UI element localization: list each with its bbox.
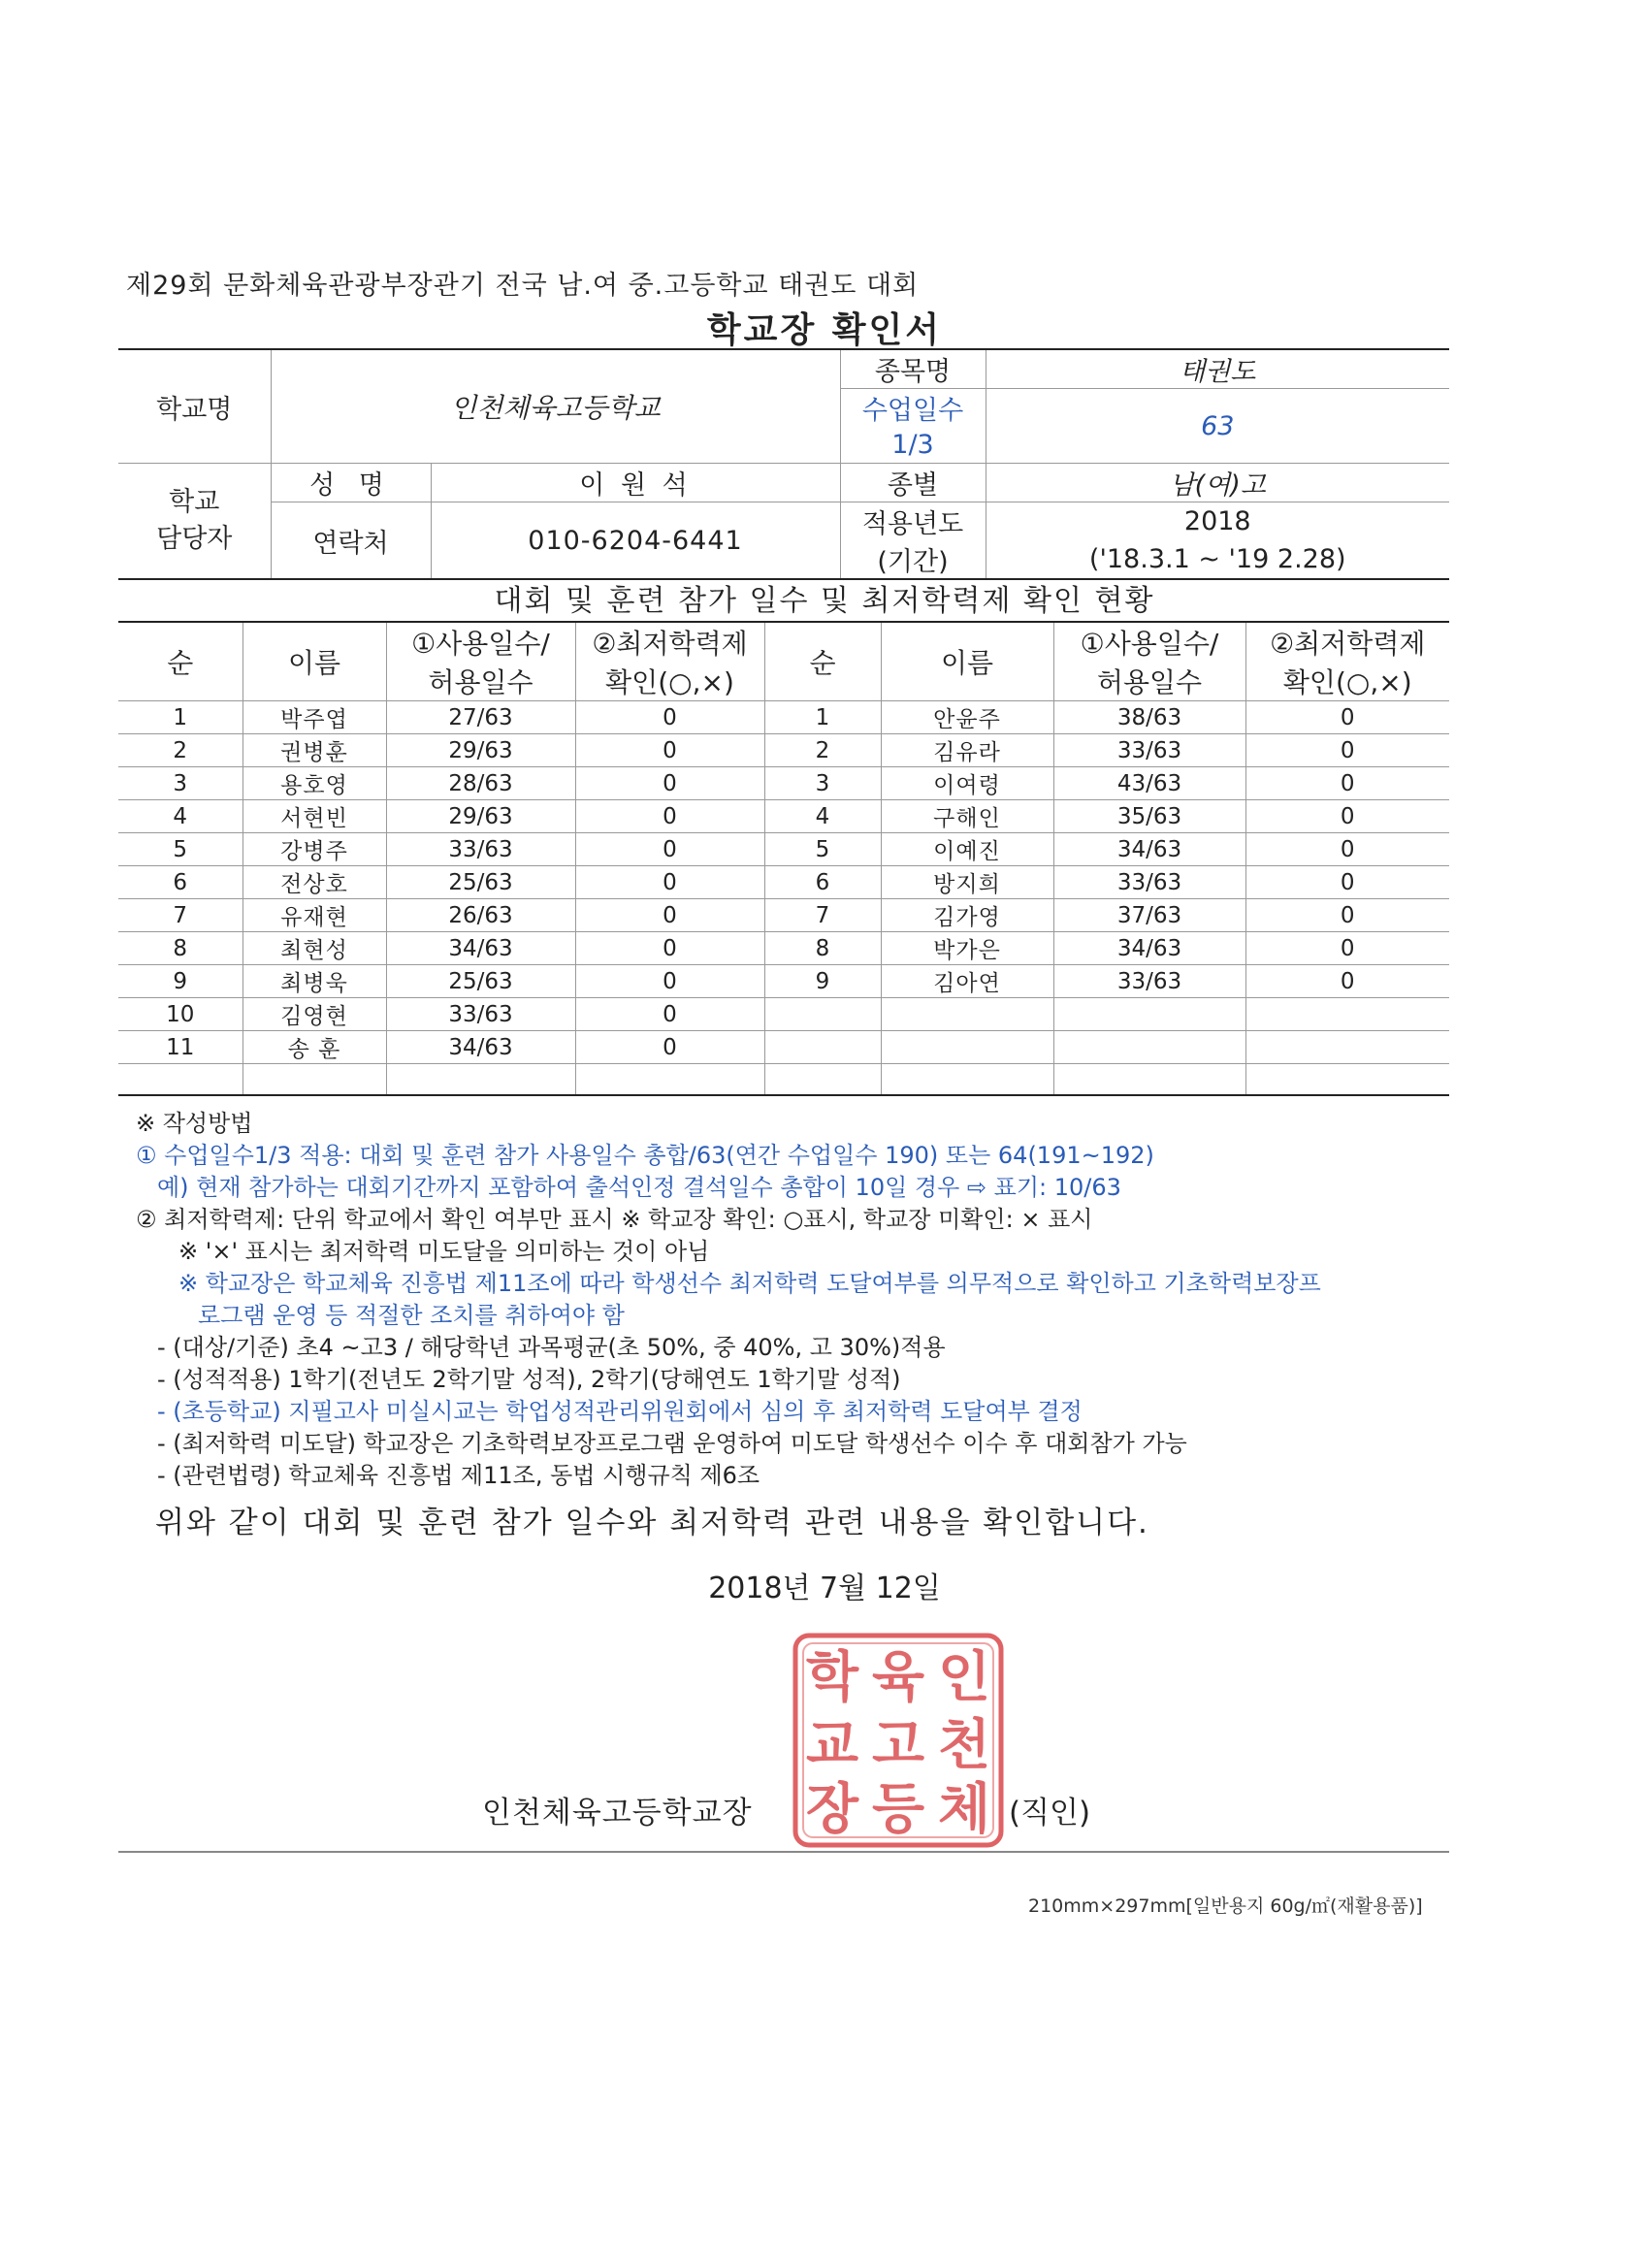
left-name-cell: 강병주 <box>242 833 386 866</box>
contact-label-line-2: 담당자 <box>156 524 233 554</box>
right-name-cell: 김아연 <box>881 965 1053 998</box>
roster-table <box>118 621 1449 1096</box>
note-line: ※ '×' 표시는 최저학력 미도달을 의미하는 것이 아님 <box>178 1238 710 1265</box>
left-check-cell: 0 <box>575 998 764 1031</box>
right-name-cell: 김유라 <box>881 734 1053 767</box>
left-no-cell: 11 <box>118 1031 242 1064</box>
right-days-cell: 38/63 <box>1053 701 1245 734</box>
header-days-left: ①사용일수/ <box>386 622 575 662</box>
left-no-cell: 5 <box>118 833 242 866</box>
table-row <box>118 833 1449 866</box>
official-seal <box>788 1628 1009 1853</box>
phone-value: 010-6204-6441 <box>431 502 840 580</box>
left-check-cell: 0 <box>575 800 764 833</box>
left-days-cell: 28/63 <box>386 767 575 800</box>
right-check-cell: 0 <box>1245 767 1449 800</box>
seal-glyph: 학 <box>805 1645 859 1709</box>
apply-year-label: 적용년도 <box>840 502 986 541</box>
left-name-cell: 전상호 <box>242 866 386 899</box>
left-check-cell: 0 <box>575 833 764 866</box>
category-value: 남(여)고 <box>986 464 1449 502</box>
note-line: ※ 학교장은 학교체육 진흥법 제11조에 따라 학생선수 최저학력 도달여부를 의무적으로 확인하고 기초학력보장프 <box>178 1270 1321 1297</box>
right-name-cell: 이여령 <box>881 767 1053 800</box>
table-row <box>118 965 1449 998</box>
event-type-value: 태권도 <box>986 349 1449 389</box>
table-row <box>118 866 1449 899</box>
left-name-cell: 서현빈 <box>242 800 386 833</box>
header-no-left: 순 <box>118 622 242 701</box>
left-days-cell <box>386 1064 575 1096</box>
phone-label: 연락처 <box>271 502 431 580</box>
section-title: 대회 및 훈련 참가 일수 및 최저학력제 확인 현황 <box>494 584 1155 618</box>
school-days-value: 63 <box>986 389 1449 464</box>
signature-date: 2018년 7월 12일 <box>708 1571 941 1605</box>
left-name-cell: 박주엽 <box>242 701 386 734</box>
note-line: ※ 작성방법 <box>136 1110 253 1137</box>
left-check-cell <box>575 1064 764 1096</box>
contact-label-line-1: 학교 <box>169 487 220 517</box>
right-days-cell: 33/63 <box>1053 866 1245 899</box>
seal-glyph: 교 <box>805 1713 859 1777</box>
left-days-cell: 33/63 <box>386 998 575 1031</box>
left-name-cell: 유재현 <box>242 899 386 932</box>
right-name-cell: 김가영 <box>881 899 1053 932</box>
right-check-cell: 0 <box>1245 965 1449 998</box>
right-check-cell: 0 <box>1245 866 1449 899</box>
header-days-right-2: 허용일수 <box>1053 662 1245 701</box>
left-name-cell: 용호영 <box>242 767 386 800</box>
header-name-right: 이름 <box>881 622 1053 701</box>
left-check-cell: 0 <box>575 767 764 800</box>
table-row <box>118 932 1449 965</box>
right-name-cell <box>881 998 1053 1031</box>
right-check-cell: 0 <box>1245 734 1449 767</box>
right-no-cell: 2 <box>764 734 881 767</box>
table-row <box>118 767 1449 800</box>
left-days-cell: 25/63 <box>386 965 575 998</box>
school-name-value: 인천체육고등학교 <box>271 349 840 464</box>
table-row <box>118 1064 1449 1096</box>
left-days-cell: 27/63 <box>386 701 575 734</box>
right-name-cell: 이예진 <box>881 833 1053 866</box>
seal-glyph: 육 <box>871 1645 925 1709</box>
left-days-cell: 33/63 <box>386 833 575 866</box>
roster-body <box>118 701 1449 1096</box>
right-check-cell: 0 <box>1245 800 1449 833</box>
seal-glyph: 체 <box>937 1777 991 1841</box>
left-no-cell: 1 <box>118 701 242 734</box>
left-no-cell: 9 <box>118 965 242 998</box>
header-no-right: 순 <box>764 622 881 701</box>
school-days-label: 수업일수 <box>840 389 986 428</box>
header-check-left: ②최저학력제 <box>575 622 764 662</box>
note-line: ② 최저학력제: 단위 학교에서 확인 여부만 표시 ※ 학교장 확인: ○표시, 학교장 미확인: × 표시 <box>136 1206 1093 1233</box>
right-days-cell: 34/63 <box>1053 932 1245 965</box>
official-seal-label: (직인) <box>1009 1796 1091 1831</box>
document-title: 학교장 확인서 <box>706 310 943 350</box>
right-days-cell: 43/63 <box>1053 767 1245 800</box>
right-name-cell: 안윤주 <box>881 701 1053 734</box>
contact-person-label <box>118 464 271 580</box>
period-value: ('18.3.1 ~ '19 2.28) <box>986 540 1449 579</box>
category-label: 종별 <box>840 464 986 502</box>
school-info-table <box>118 348 1449 580</box>
person-name-label: 성 명 <box>271 464 431 502</box>
note-line: ① 수업일수1/3 적용: 대회 및 훈련 참가 사용일수 총합/63(연간 수업일수 190) 또는 64(191~192) <box>136 1142 1154 1169</box>
table-row <box>118 899 1449 932</box>
left-check-cell: 0 <box>575 701 764 734</box>
school-days-fraction: 1/3 <box>840 427 986 464</box>
left-no-cell: 8 <box>118 932 242 965</box>
right-days-cell: 34/63 <box>1053 833 1245 866</box>
table-row <box>118 734 1449 767</box>
left-no-cell: 3 <box>118 767 242 800</box>
right-no-cell: 3 <box>764 767 881 800</box>
right-no-cell: 6 <box>764 866 881 899</box>
right-no-cell: 5 <box>764 833 881 866</box>
header-check-right-2: 확인(○,×) <box>1245 662 1449 701</box>
period-label: (기간) <box>840 540 986 579</box>
header-name-left: 이름 <box>242 622 386 701</box>
note-line: - (초등학교) 지필고사 미실시교는 학업성적관리위원회에서 심의 후 최저학력 도달여부 결정 <box>157 1398 1083 1425</box>
right-no-cell: 4 <box>764 800 881 833</box>
header-days-left-2: 허용일수 <box>386 662 575 701</box>
right-name-cell: 박가은 <box>881 932 1053 965</box>
paper-spec: 210mm×297mm[일반용지 60g/㎡(재활용품)] <box>1028 1895 1423 1917</box>
left-name-cell <box>242 1064 386 1096</box>
left-days-cell: 34/63 <box>386 1031 575 1064</box>
table-row <box>118 800 1449 833</box>
right-check-cell <box>1245 998 1449 1031</box>
seal-stamp-graphic <box>788 1628 1009 1853</box>
right-name-cell <box>881 1031 1053 1064</box>
table-row <box>118 998 1449 1031</box>
right-name-cell: 방지희 <box>881 866 1053 899</box>
left-days-cell: 25/63 <box>386 866 575 899</box>
note-line: - (대상/기준) 초4 ~고3 / 해당학년 과목평균(초 50%, 중 40%, 고 30%)적용 <box>157 1334 946 1361</box>
right-no-cell <box>764 1064 881 1096</box>
right-no-cell <box>764 998 881 1031</box>
principal-title: 인천체육고등학교장 <box>482 1796 753 1831</box>
event-title: 제29회 문화체육관광부장관기 전국 남.여 중.고등학교 태권도 대회 <box>126 271 920 301</box>
note-line: - (성적적용) 1학기(전년도 2학기말 성적), 2학기(당해연도 1학기말 성적) <box>157 1366 901 1393</box>
seal-glyph: 장 <box>805 1777 859 1841</box>
right-no-cell <box>764 1031 881 1064</box>
seal-glyph: 등 <box>871 1777 925 1841</box>
right-check-cell: 0 <box>1245 899 1449 932</box>
person-name-value: 이 원 석 <box>431 464 840 502</box>
left-no-cell: 2 <box>118 734 242 767</box>
right-days-cell <box>1053 998 1245 1031</box>
confirmation-statement: 위와 같이 대회 및 훈련 참가 일수와 최저학력 관련 내용을 확인합니다. <box>155 1506 1149 1540</box>
left-check-cell: 0 <box>575 1031 764 1064</box>
left-no-cell <box>118 1064 242 1096</box>
left-days-cell: 29/63 <box>386 800 575 833</box>
left-check-cell: 0 <box>575 866 764 899</box>
table-row <box>118 701 1449 734</box>
note-line: 로그램 운영 등 적절한 조치를 취하여야 함 <box>198 1302 625 1329</box>
seal-glyph: 천 <box>937 1713 991 1777</box>
right-name-cell: 구해인 <box>881 800 1053 833</box>
right-check-cell <box>1245 1064 1449 1096</box>
header-check-left-2: 확인(○,×) <box>575 662 764 701</box>
left-check-cell: 0 <box>575 734 764 767</box>
right-days-cell <box>1053 1064 1245 1096</box>
left-days-cell: 29/63 <box>386 734 575 767</box>
bottom-rule <box>118 1851 1449 1853</box>
right-no-cell: 7 <box>764 899 881 932</box>
right-check-cell: 0 <box>1245 701 1449 734</box>
left-days-cell: 34/63 <box>386 932 575 965</box>
right-no-cell: 8 <box>764 932 881 965</box>
header-days-right: ①사용일수/ <box>1053 622 1245 662</box>
left-no-cell: 6 <box>118 866 242 899</box>
left-check-cell: 0 <box>575 965 764 998</box>
left-check-cell: 0 <box>575 932 764 965</box>
table-row <box>118 1031 1449 1064</box>
right-no-cell: 9 <box>764 965 881 998</box>
seal-glyph: 인 <box>937 1645 991 1709</box>
event-type-label: 종목명 <box>840 349 986 389</box>
right-check-cell: 0 <box>1245 932 1449 965</box>
right-check-cell: 0 <box>1245 833 1449 866</box>
left-name-cell: 송 훈 <box>242 1031 386 1064</box>
left-no-cell: 10 <box>118 998 242 1031</box>
note-line: - (최저학력 미도달) 학교장은 기초학력보장프로그램 운영하여 미도달 학생선수 이수 후 대회참가 가능 <box>157 1430 1187 1457</box>
right-days-cell: 33/63 <box>1053 965 1245 998</box>
left-no-cell: 7 <box>118 899 242 932</box>
right-days-cell: 37/63 <box>1053 899 1245 932</box>
left-name-cell: 김영현 <box>242 998 386 1031</box>
header-check-right: ②최저학력제 <box>1245 622 1449 662</box>
left-name-cell: 권병훈 <box>242 734 386 767</box>
left-no-cell: 4 <box>118 800 242 833</box>
right-check-cell <box>1245 1031 1449 1064</box>
note-line: - (관련법령) 학교체육 진흥법 제11조, 동법 시행규칙 제6조 <box>157 1462 760 1489</box>
school-name-label: 학교명 <box>118 349 271 464</box>
right-no-cell: 1 <box>764 701 881 734</box>
left-name-cell: 최병욱 <box>242 965 386 998</box>
right-days-cell: 35/63 <box>1053 800 1245 833</box>
note-line: 예) 현재 참가하는 대회기간까지 포함하여 출석인정 결석일수 총합이 10일 경우 ⇨ 표기: 10/63 <box>157 1174 1121 1201</box>
right-name-cell <box>881 1064 1053 1096</box>
left-days-cell: 26/63 <box>386 899 575 932</box>
seal-glyph: 고 <box>871 1713 925 1777</box>
left-name-cell: 최현성 <box>242 932 386 965</box>
right-days-cell: 33/63 <box>1053 734 1245 767</box>
left-check-cell: 0 <box>575 899 764 932</box>
right-days-cell <box>1053 1031 1245 1064</box>
apply-year-value: 2018 <box>986 502 1449 541</box>
